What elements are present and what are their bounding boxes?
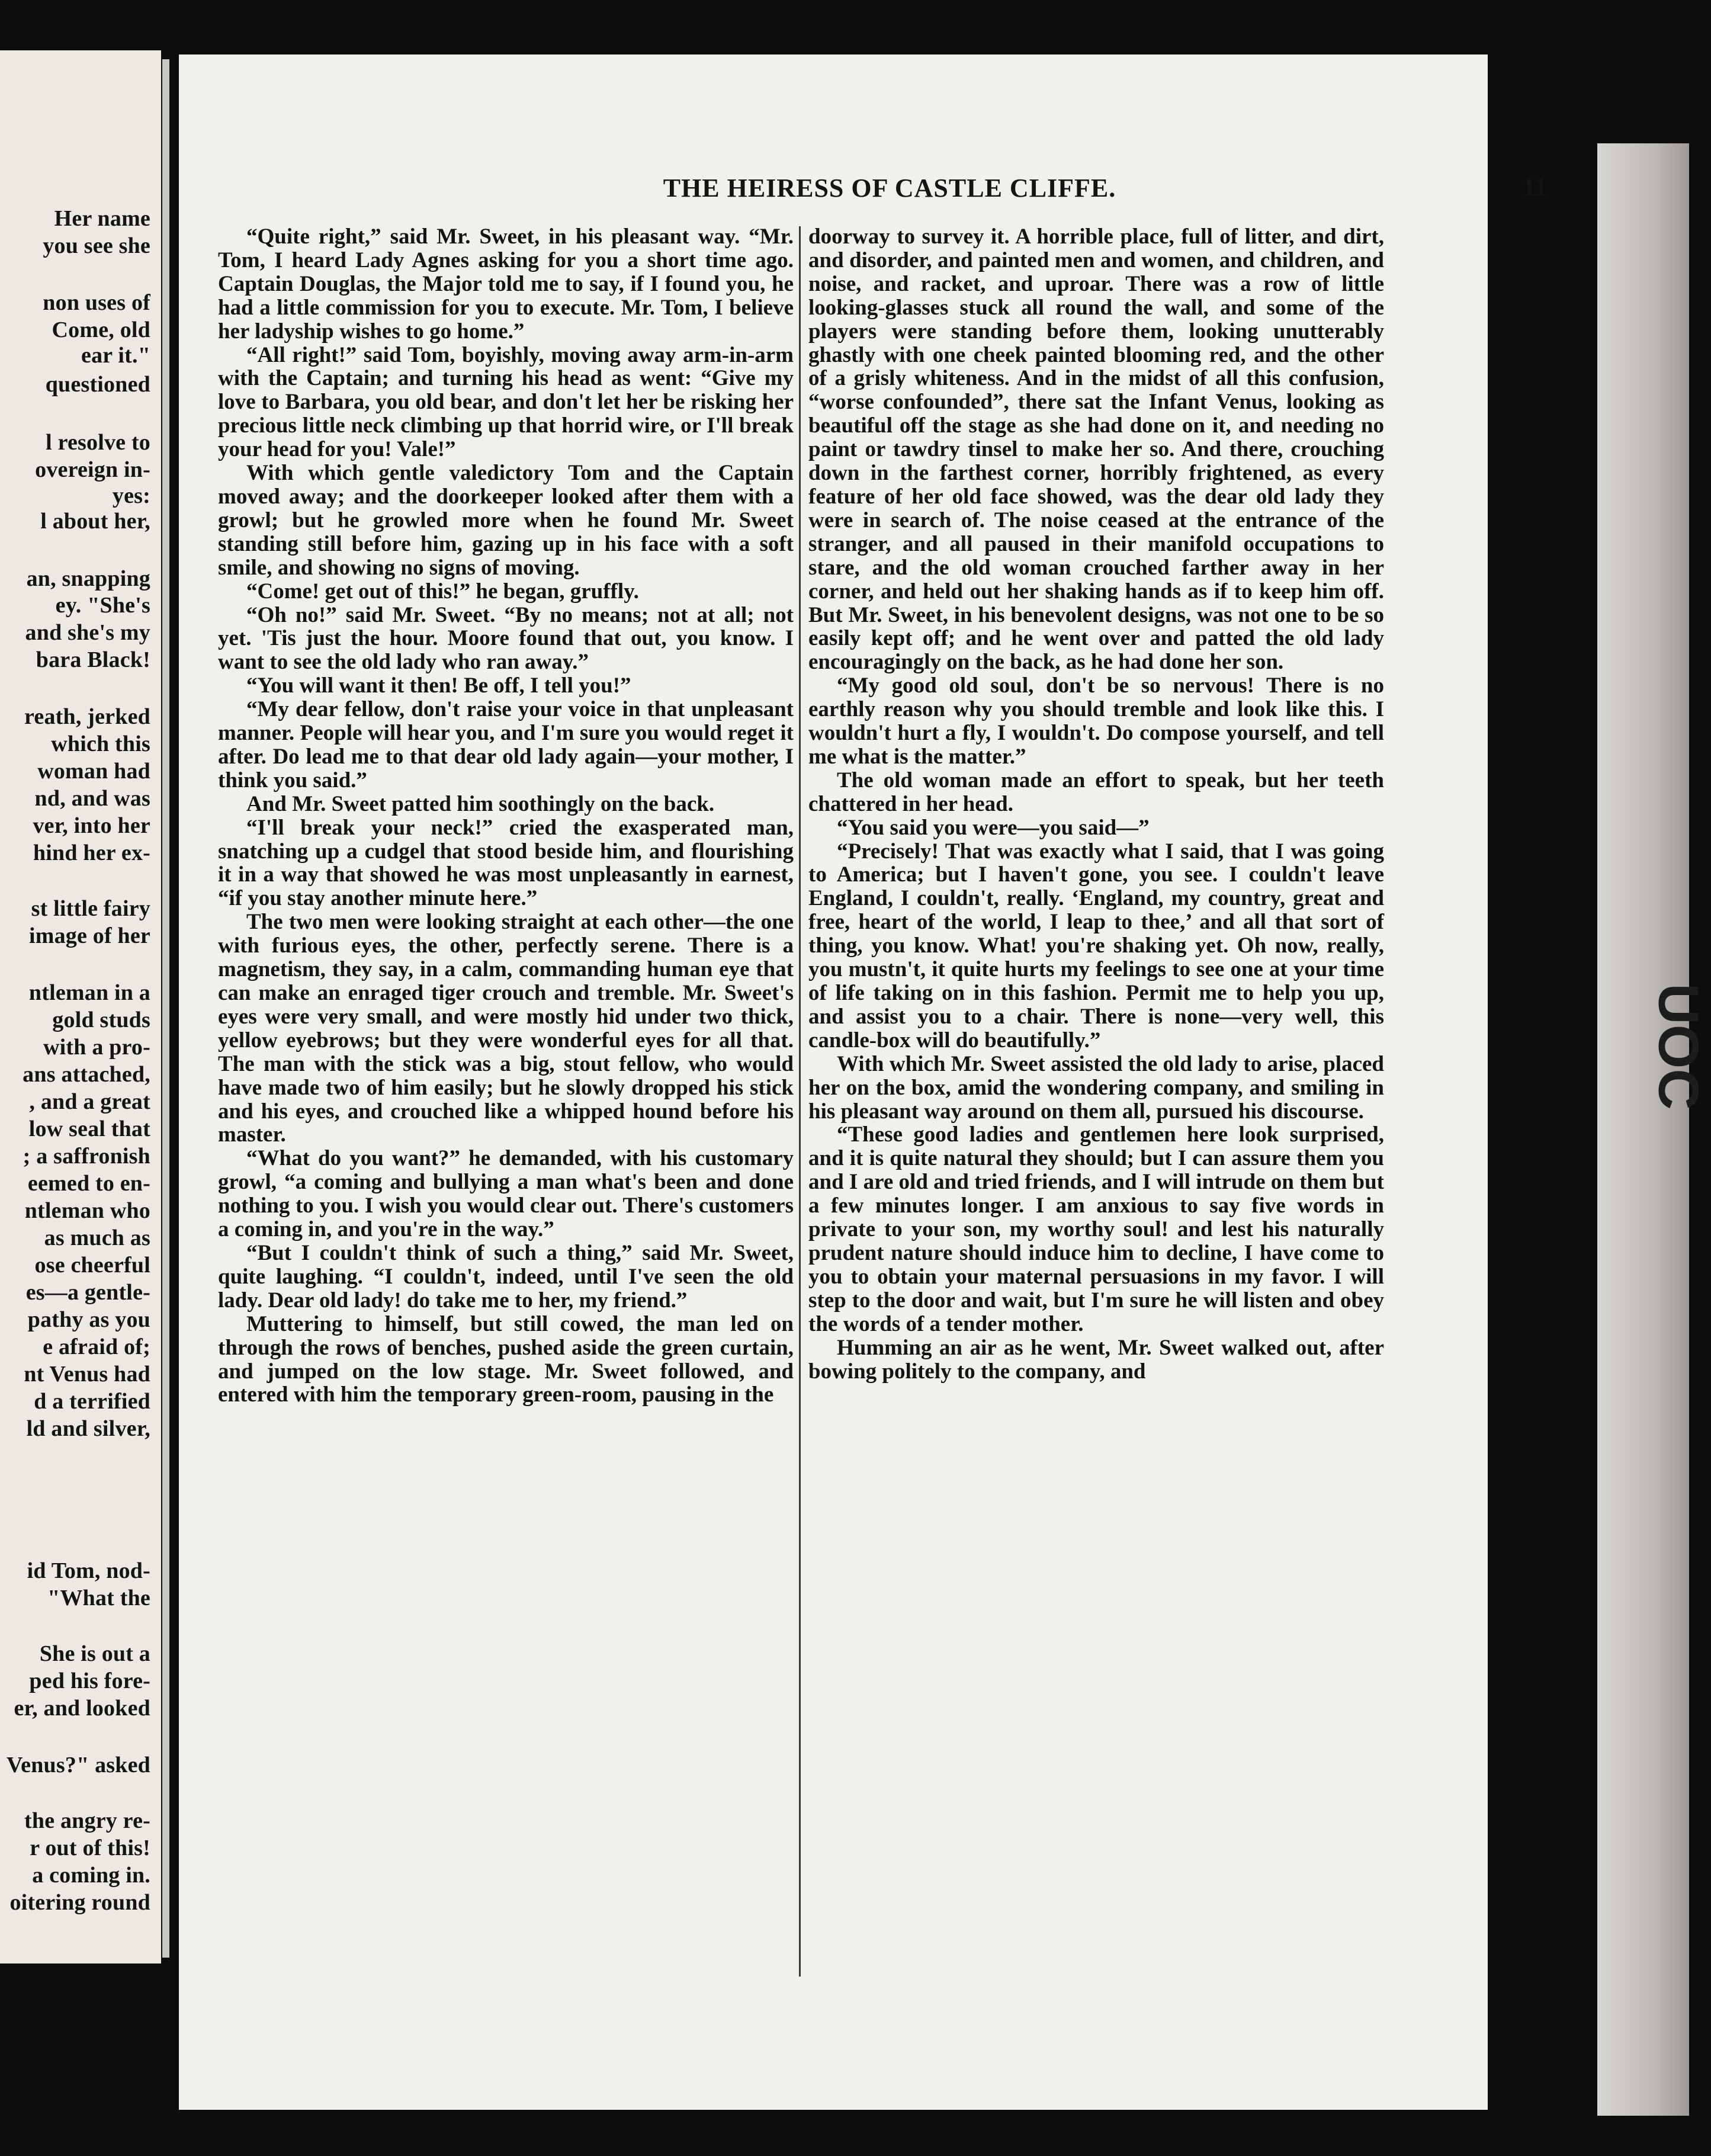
- left-page-line: st little fairy: [31, 896, 150, 921]
- page-edge: [1597, 143, 1689, 2116]
- left-page-line: a coming in.: [32, 1863, 150, 1888]
- left-page-line: eemed to en-: [27, 1171, 150, 1196]
- left-page-line: non uses of: [43, 290, 150, 315]
- left-page-line: low seal that: [28, 1116, 150, 1141]
- paragraph: “What do you want?” he demanded, with his customary growl, “a coming and bullying a man what's been and done nothing to you. I wish you would clear out. There's customers a coming in, and you're in the way.”: [218, 1146, 794, 1242]
- paragraph: The two men were looking straight at each other—the one with furious eyes, the other, perfectly serene. There is a magnetism, they say, in a calm, commanding human eye that can make an enraged tiger crouch and tremble. Mr. Sweet's eyes were very small, and were mostly hid under two thick, yellow eyebrows; but they were wonderful eyes for all that. The man with the stick was a big, stout fellow, who would have made two of him easily; but he slowly dropped his stick and his eyes, and crouched like a whipped hound before his master.: [218, 910, 794, 1147]
- left-page-line: oitering round: [9, 1890, 150, 1915]
- left-page-line: which this: [51, 732, 150, 756]
- left-page-line: ose cheerful: [34, 1253, 150, 1278]
- paragraph: “But I couldn't think of such a thing,” said Mr. Sweet, quite laughing. “I couldn't, indeed, until I've seen the old lady. Dear old lady! do take me to her, my friend.”: [218, 1240, 794, 1313]
- left-page-line: nd, and was: [34, 786, 150, 811]
- left-page-line: ntleman who: [24, 1198, 150, 1223]
- page-number: 11: [1522, 171, 1548, 201]
- left-page-line: bara Black!: [36, 647, 150, 672]
- gutter-rule: [162, 59, 169, 1958]
- paragraph: “Precisely! That was exactly what I said, that I was going to America; but I haven't gone, you see. I couldn't leave England, I couldn't, really. ‘England, my country, great and free, heart of the world, I leap to thee,’ and all that sort of thing, you know. What! you're shaking yet. Oh now, really, you mustn't, it quite hurts my feelings to see one at your time of life taking on in this fashion. Permit me to help you up, and assist you to a chair. There is none—very well, this candle-box will do beautifully.”: [808, 839, 1384, 1053]
- left-page-line: , and a great: [29, 1089, 150, 1114]
- left-page-line: gold studs: [52, 1008, 150, 1032]
- left-page-line: er, and looked: [14, 1696, 150, 1721]
- paragraph: “Quite right,” said Mr. Sweet, in his pleasant way. “Mr. Tom, I heard Lady Agnes asking for you a short time ago. Captain Douglas, the Major told me to say, if I found you, he had a little commission for you to execute. Mr. Tom, I believe her ladyship wishes to go home.”: [218, 224, 794, 344]
- left-page-line: questioned: [45, 372, 150, 397]
- left-page-line: the angry re-: [24, 1808, 150, 1833]
- left-page-line: id Tom, nod-: [27, 1558, 150, 1583]
- column-right: [808, 225, 1384, 1383]
- paragraph: With which gentle valedictory Tom and the Captain moved away; and the doorkeeper looked after them with a growl; but he growled more when he found Mr. Sweet standing still before him, gazing up in his face with a soft smile, and showing no signs of moving.: [218, 461, 794, 580]
- left-page-line: e afraid of;: [43, 1334, 150, 1359]
- left-page-line: with a pro-: [43, 1035, 150, 1060]
- left-page-line: ntleman in a: [28, 980, 150, 1005]
- left-page-line: d a terrified: [34, 1389, 150, 1414]
- paragraph: “These good ladies and gentlemen here look surprised, and it is quite natural they should; but I can assure them you and I are old and tried friends, and I will intrude on them but a few minutes longer. I am anxious to say five words in private to your son, my worthy soul! and lest his naturally prudent nature should induce him to decline, I have come to you to obtain your maternal persuasions in my favor. I will step to the door and wait, but I'm sure he will listen and obey the words of a tender mother.: [808, 1122, 1384, 1336]
- paragraph: The old woman made an effort to speak, but her teeth chattered in her head.: [808, 768, 1384, 816]
- left-page-line: ver, into her: [33, 813, 150, 838]
- left-page-line: ld and silver,: [26, 1416, 150, 1441]
- left-page-line: image of her: [29, 923, 150, 948]
- paragraph: “Oh no!” said Mr. Sweet. “By no means; not at all; not yet. 'Tis just the hour. Moore found that out, you know. I want to see the old lady who ran away.”: [218, 602, 794, 675]
- left-page-line: woman had: [37, 759, 150, 784]
- left-page-line: ; a saffronish: [23, 1144, 150, 1169]
- left-page-line: Her name: [54, 206, 150, 231]
- paragraph: “Come! get out of this!” he began, gruffly.: [246, 579, 639, 604]
- paragraph: doorway to survey it. A horrible place, full of litter, and dirt, and disorder, and painted men and women, and children, and noise, and racket, and uproar. There was a row of little looking-glasses stuck all round the wall, and some of the players were standing before them, looking unutterably ghastly with one cheek painted blooming red, and the other of a grisly whiteness. And in the midst of all this confusion, “worse confounded”, there sat the Infant Venus, looking as beautiful off the stage as she had done on it, and needing no paint or tawdry tinsel to make her so. And there, crouching down in the farthest corner, horribly frightened, as every feature of her old face showed, was the dear old lady they were in search of. The noise ceased at the entrance of the stranger, and all paused in their manifold occupations to stare, and the old woman crouched farther away in her corner, and held out her shaking hands as if to keep him off. But Mr. Sweet, in his benevolent designs, was not one to be so easily kept off; and he went over and patted the old lady encouragingly on the back, as he had done her son.: [808, 224, 1384, 675]
- left-page-line: Venus?" asked: [7, 1753, 150, 1778]
- left-page-line: ped his fore-: [29, 1669, 150, 1693]
- left-page-line: ey. "She's: [55, 593, 150, 618]
- left-page-line: Come, old: [52, 317, 150, 342]
- left-page-line: yes:: [112, 483, 150, 508]
- left-page-line: reath, jerked: [24, 704, 150, 729]
- left-page-line: r out of this!: [30, 1836, 150, 1860]
- paragraph: “You said you were—you said—”: [837, 815, 1150, 840]
- left-page-line: you see she: [43, 233, 150, 258]
- paragraph: With which Mr. Sweet assisted the old lady to arise, placed her on the box, amid the wondering company, and smiling in his pleasant way around on them all, pursued his discourse.: [808, 1051, 1384, 1124]
- paragraph: And Mr. Sweet patted him soothingly on the back.: [246, 791, 715, 816]
- left-page-line: She is out a: [39, 1641, 150, 1666]
- left-page-line: nt Venus had: [24, 1362, 150, 1387]
- left-page-line: overeign in-: [35, 457, 150, 482]
- left-page-line: an, snapping: [26, 566, 150, 591]
- paragraph: “I'll break your neck!” cried the exasperated man, snatching up a cudgel that stood beside him, and flourishing it in a way that showed he was most unpleasantly in earnest, “if you stay another minute here.”: [218, 815, 794, 911]
- left-page-line: ear it.": [81, 343, 150, 368]
- left-page-fragment: [0, 50, 161, 1964]
- left-page-line: pathy as you: [27, 1307, 150, 1332]
- edge-glyph: UOC: [1646, 983, 1710, 1110]
- left-page-line: ans attached,: [23, 1062, 150, 1087]
- paragraph: Muttering to himself, but still cowed, the man led on through the rows of benches, pushed aside the green curtain, and jumped on the low stage. Mr. Sweet followed, and entered with him the temporary green-room, pausing in the: [218, 1311, 794, 1407]
- left-page-line: "What the: [47, 1586, 150, 1610]
- left-page-line: l resolve to: [46, 430, 150, 455]
- running-head: THE HEIRESS OF CASTLE CLIFFE.: [663, 174, 1116, 203]
- left-page-line: es—a gentle-: [25, 1280, 150, 1305]
- left-page-line: and she's my: [25, 620, 150, 645]
- left-page-line: as much as: [44, 1225, 150, 1250]
- column-left: [218, 225, 794, 1407]
- left-page-line: hind her ex-: [33, 840, 150, 865]
- page: [179, 54, 1710, 2110]
- paragraph: “You will want it then! Be off, I tell you!”: [246, 673, 631, 698]
- paragraph: Humming an air as he went, Mr. Sweet walked out, after bowing politely to the company, and: [808, 1335, 1384, 1384]
- left-page-line: l about her,: [40, 509, 150, 534]
- paragraph: “My good old soul, don't be so nervous! There is no earthly reason why you should tremble and look like this. I wouldn't hurt a fly, I wouldn't. Do compose yourself, and tell me what is the matter.”: [808, 673, 1384, 769]
- column-rule: [799, 226, 801, 1977]
- paragraph: “My dear fellow, don't raise your voice in that unpleasant manner. People will hear you, and I'm sure you would reget it after. Do lead me to that dear old lady again—your mother, I think you said.”: [218, 697, 794, 793]
- paragraph: “All right!” said Tom, boyishly, moving away arm-in-arm with the Captain; and turning his head as went: “Give my love to Barbara, you old bear, and don't let her be risking her precious little neck climbing up that horrid wire, or I'll break your head for you! Vale!”: [218, 342, 794, 462]
